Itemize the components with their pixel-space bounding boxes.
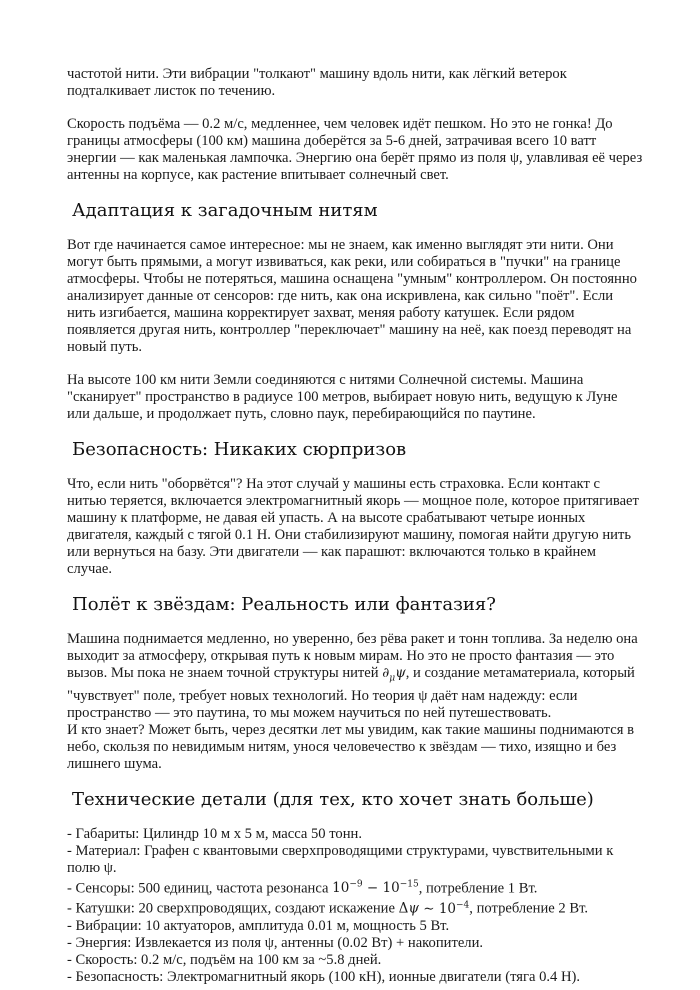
section-heading-safety: Безопасность: Никаких сюрпризов <box>72 439 407 460</box>
intro-paragraph-1: частотой нити. Эти вибрации "толкают" машину вдоль нити, как лёгкий ветерок подталкивает листок по течению. <box>67 66 567 99</box>
math-formula-distortion: Δψ ∼ $10^{-4}$ <box>398 900 470 917</box>
math-formula-resonance-range: $10^{-9} - 10^{-15}$ <box>332 879 419 897</box>
spec-coils-text-end: , потребление 2 Вт. <box>469 900 589 917</box>
flight-paragraph-1 <box>67 631 643 722</box>
spec-sensors-text-end: , потребление 1 Вт. <box>418 880 538 897</box>
spec-dimensions: - Габариты: Цилиндр 10 м x 5 м, масса 50 тонн. <box>67 825 362 842</box>
adaptation-paragraph-2: На высоте 100 км нити Земли соединяются с нитями Солнечной системы. Машина "сканирует" пространство в радиусе 100 метров, выбирает новую нить, ведущую к Луне или дальше, и продолжает путь, словно паук, перебирающийся по паутине. <box>67 372 618 422</box>
spec-sensors <box>67 877 643 898</box>
math-formula-partial-psi: $\partial_\mu\psi$ <box>382 665 406 684</box>
spec-material: - Материал: Графен с квантовыми сверхпроводящими структурами, чувствительными к полю ψ. <box>67 842 614 876</box>
flight-text-before-math: Машина поднимается медленно, но уверенно, без рёва ракет и тонн топлива. За неделю она выходит за атмосферу, открывая путь к новым мирам. Но это не просто фантазия — это вызов. Мы пока не знаем точной структуры нитей <box>67 631 638 681</box>
section-heading-adaptation: Адаптация к загадочным нитям <box>72 200 378 221</box>
spec-coils <box>67 897 643 918</box>
section-heading-flight: Полёт к звёздам: Реальность или фантазия? <box>72 594 496 615</box>
intro-paragraph-2: Скорость подъёма — 0.2 м/с, медленнее, чем человек идёт пешком. Но это не гонка! До границы атмосферы (100 км) машина доберётся за 5-6 дней, затрачивая всего 10 ватт энергии — как маленькая лампочка. Энергию она берёт прямо из поля ψ, улавливая её через антенны на корпусе, как растение впитывает солнечный свет. <box>67 116 643 183</box>
flight-paragraph-2: И кто знает? Может быть, через десятки лет мы увидим, как такие машины поднимаются в небо, скользя по невидимым нитям, унося человечество к звёздам — тихо, изящно и без лишнего шума. <box>67 721 634 772</box>
spec-energy: - Энергия: Извлекается из поля ψ, антенны (0.02 Вт) + накопители. <box>67 934 484 951</box>
spec-coils-text: - Катушки: 20 сверхпроводящих, создают искажение <box>67 900 399 917</box>
adaptation-paragraph-1: Вот где начинается самое интересное: мы не знаем, как именно выглядят эти нити. Они могут быть прямыми, а могут извиваться, как реки, или собираться в "пучки" на границе атмосферы. Чтобы не потеряться, машина оснащена "умным" контроллером. Он постоянно анализирует данные от сенсоров: где нить, как она искривлена, как сильно "поёт". Если нить изгибается, машина корректирует захват, меняя работу катушек. Если рядом появляется другая нить, контроллер "переключает" машину на неё, как поезд переводят на новый путь. <box>67 237 637 355</box>
spec-vibrations: - Вибрации: 10 актуаторов, амплитуда 0.01 м, мощность 5 Вт. <box>67 917 450 934</box>
safety-paragraph-1: Что, если нить "оборвётся"? На этот случай у машины есть страховка. Если контакт с нитью теряется, включается электромагнитный якорь — мощное поле, которое притягивает машину к платформе, не давая ей упасть. А на высоте срабатывают четыре ионных двигателя, каждый с тягой 0.1 Н. Они стабилизируют машину, помогая найти другую нить или вернуться на базу. Эти двигатели — как парашют: включаются только в крайнем случае. <box>67 476 639 577</box>
spec-safety: - Безопасность: Электромагнитный якорь (100 кН), ионные двигатели (тяга 0.4 Н). <box>67 968 581 985</box>
document-page <box>67 66 643 986</box>
section-heading-technical: Технические детали (для тех, кто хочет знать больше) <box>72 788 594 810</box>
spec-speed: - Скорость: 0.2 м/с, подъём на 100 км за ~5.8 дней. <box>67 951 382 968</box>
spec-sensors-text: - Сенсоры: 500 единиц, частота резонанса <box>67 880 333 897</box>
flight-text-after-math: , и создание метаматериала, который "чувствует" поле, требует новых технологий. Но теория ψ даёт нам надежду: если пространство — это паутина, то мы можем научиться по ней путешествовать. <box>67 665 635 721</box>
technical-specs-list <box>67 826 643 986</box>
